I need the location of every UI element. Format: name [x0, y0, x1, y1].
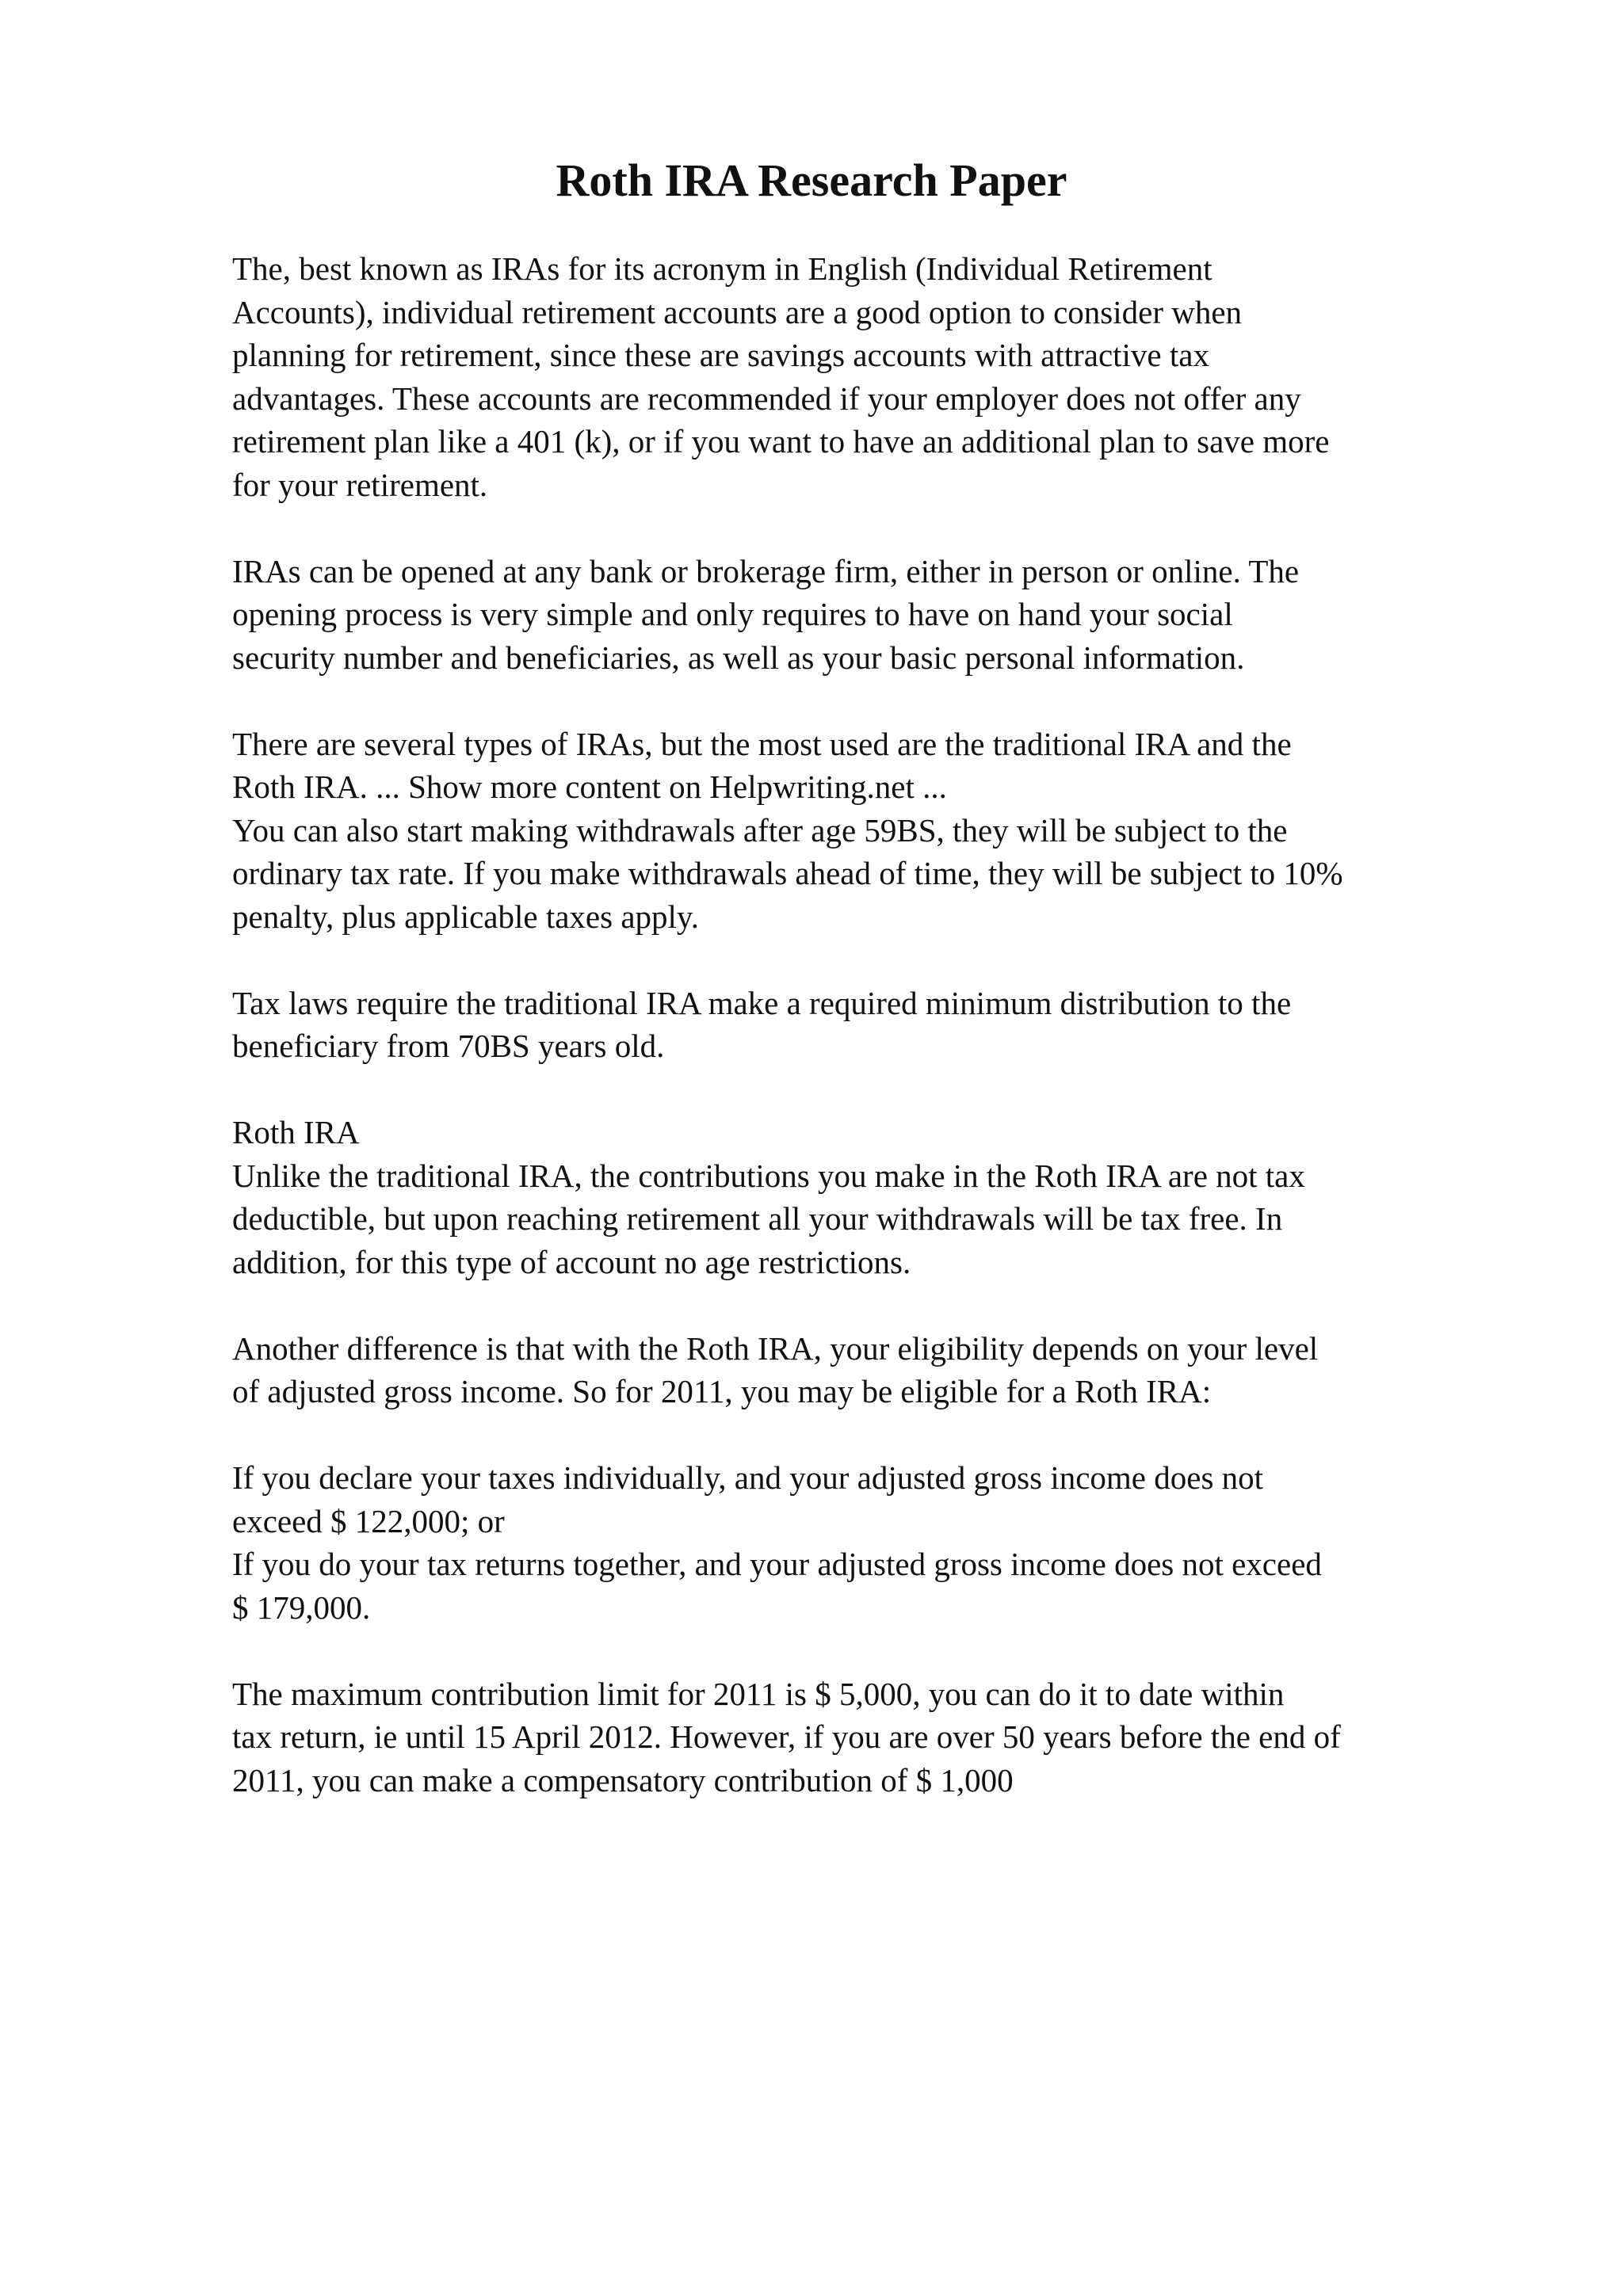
paragraph-gap: [232, 1413, 1516, 1457]
text-line: penalty, plus applicable taxes apply.: [232, 898, 699, 935]
text-line: Roth IRA. ... Show more content on Helpwriting.net ...: [232, 769, 947, 805]
text-line: Accounts), individual retirement accounts are a good option to consider when: [232, 293, 1243, 330]
text-line: for your retirement.: [232, 466, 488, 503]
text-line: If you do your tax returns together, and your adjusted gross income does not exceed: [232, 1546, 1322, 1582]
paragraph: [232, 1327, 1516, 1413]
paragraph: [232, 723, 1516, 939]
text-line: advantages. These accounts are recommended if your employer does not offer any: [232, 379, 1301, 417]
text-line: planning for retirement, since these are savings accounts with attractive tax: [232, 337, 1209, 373]
text-line: IRAs can be opened at any bank or brokerage firm, either in person or online. The: [232, 552, 1300, 589]
paragraph-gap: [232, 1629, 1516, 1672]
text-line: Tax laws require the traditional IRA make a required minimum distribution to the: [232, 984, 1292, 1021]
text-line: tax return, ie until 15 April 2012. However, if you are over 50 years before the end of: [232, 1718, 1341, 1755]
text-line: beneficiary from 70BS years old.: [232, 1028, 665, 1064]
text-line: deductible, but upon reaching retirement all your withdrawals will be tax free. In: [232, 1200, 1283, 1237]
text-line: You can also start making withdrawals after age 59BS, they will be subject to the: [232, 811, 1288, 849]
paragraph-gap: [232, 679, 1516, 723]
paragraph: [232, 1456, 1516, 1629]
paragraph: [232, 1111, 1516, 1283]
paragraph: [232, 1672, 1516, 1802]
text-line: retirement plan like a 401 (k), or if you want to have an additional plan to save more: [232, 423, 1330, 460]
text-line: security number and beneficiaries, as well as your basic personal information.: [232, 639, 1245, 676]
text-line: The maximum contribution limit for 2011 is $ 5,000, you can do it to date within: [232, 1675, 1285, 1712]
paragraph-gap: [232, 506, 1516, 550]
paragraph-gap: [232, 938, 1516, 982]
text-line: The, best known as IRAs for its acronym in English (Individual Retirement: [232, 250, 1212, 287]
text-line: Another difference is that with the Roth IRA, your eligibility depends on your level: [232, 1329, 1319, 1367]
document-title: Roth IRA Research Paper: [556, 154, 1067, 206]
text-line: Roth IRA: [232, 1114, 360, 1150]
paragraph: [232, 247, 1516, 506]
text-line: ordinary tax rate. If you make withdrawals ahead of time, they will be subject to 10%: [232, 855, 1343, 891]
text-line: If you declare your taxes individually, and your adjusted gross income does not: [232, 1459, 1264, 1496]
text-line: Unlike the traditional IRA, the contributions you make in the Roth IRA are not tax: [232, 1157, 1305, 1194]
text-line: addition, for this type of account no age restrictions.: [232, 1243, 911, 1280]
text-line: of adjusted gross income. So for 2011, you may be eligible for a Roth IRA:: [232, 1373, 1212, 1409]
text-line: There are several types of IRAs, but the most used are the traditional IRA and the: [232, 725, 1292, 762]
paragraph: [232, 982, 1516, 1068]
paragraph-gap: [232, 1068, 1516, 1112]
paragraph-gap: [232, 1283, 1516, 1327]
document-body: [232, 247, 1516, 1802]
text-line: 2011, you can make a compensatory contribution of $ 1,000: [232, 1761, 1014, 1798]
text-line: exceed $ 122,000; or: [232, 1502, 505, 1539]
text-line: $ 179,000.: [232, 1589, 371, 1626]
text-line: opening process is very simple and only requires to have on hand your social: [232, 596, 1233, 632]
paragraph: [232, 550, 1516, 680]
